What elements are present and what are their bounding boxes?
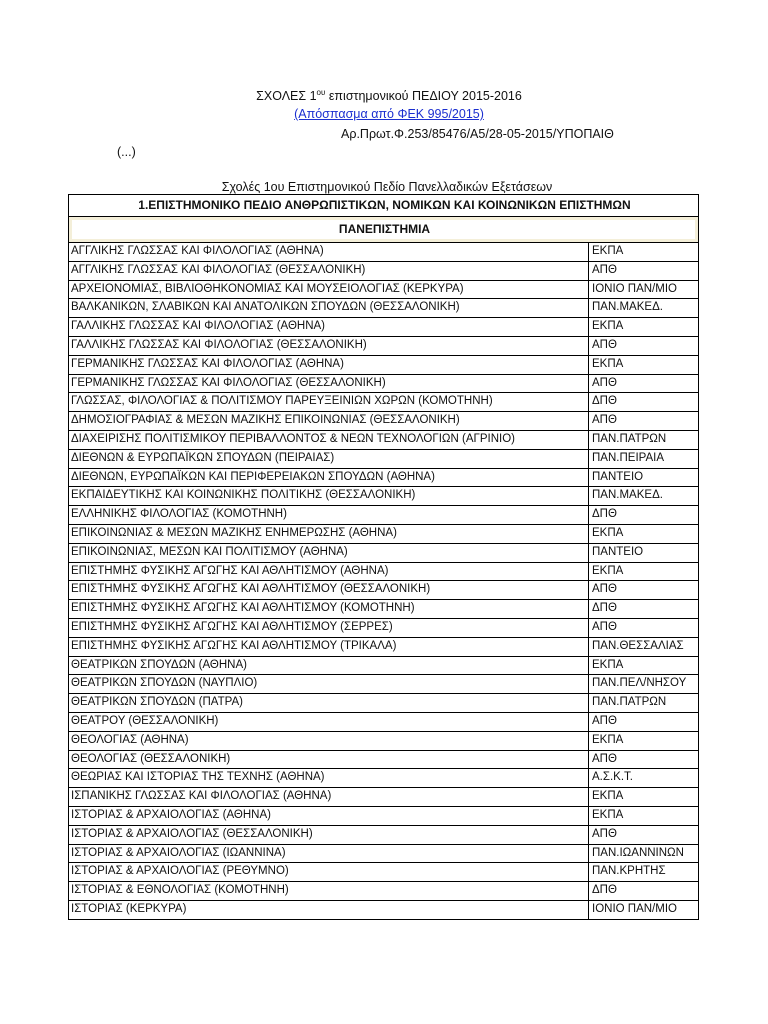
table-row xyxy=(69,449,699,468)
source-link[interactable]: (Απόσπασμα από ΦΕΚ 995/2015) xyxy=(294,107,484,121)
institution-cell: ΑΠΘ xyxy=(589,581,699,600)
schools-table xyxy=(68,194,699,920)
school-cell: ΘΕΟΛΟΓΙΑΣ (ΘΕΣΣΑΛΟΝΙΚΗ) xyxy=(69,750,589,769)
institution-cell: ΠΑΝ.ΠΕΙΡΑΙΑ xyxy=(589,449,699,468)
institution-cell: ΕΚΠΑ xyxy=(589,788,699,807)
school-cell: ΘΕΩΡΙΑΣ ΚΑΙ ΙΣΤΟΡΙΑΣ ΤΗΣ ΤΕΧΝΗΣ (ΑΘΗΝΑ) xyxy=(69,769,589,788)
institution-cell: ΔΠΘ xyxy=(589,600,699,619)
institution-cell: ΔΠΘ xyxy=(589,882,699,901)
institution-cell: Α.Σ.Κ.Τ. xyxy=(589,769,699,788)
institution-cell: ΕΚΠΑ xyxy=(589,731,699,750)
school-cell: ΕΠΙΚΟΙΝΩΝΙΑΣ & ΜΕΣΩΝ ΜΑΖΙΚΗΣ ΕΝΗΜΕΡΩΣΗΣ (ΑΘΗΝΑ) xyxy=(69,524,589,543)
document-title xyxy=(0,88,768,103)
table-row xyxy=(69,656,699,675)
title-suffix: επιστημονικού ΠΕΔΙΟΥ 2015-2016 xyxy=(325,89,522,104)
school-cell: ΕΠΙΚΟΙΝΩΝΙΑΣ, ΜΕΣΩΝ ΚΑΙ ΠΟΛΙΤΙΣΜΟΥ (ΑΘΗΝΑ) xyxy=(69,543,589,562)
school-cell: ΘΕΑΤΡΙΚΩΝ ΣΠΟΥΔΩΝ (ΠΑΤΡΑ) xyxy=(69,694,589,713)
school-cell: ΘΕΑΤΡΟΥ (ΘΕΣΣΑΛΟΝΙΚΗ) xyxy=(69,712,589,731)
table-row xyxy=(69,600,699,619)
table-row xyxy=(69,543,699,562)
table-row xyxy=(69,412,699,431)
institution-cell: ΑΠΘ xyxy=(589,336,699,355)
table-row xyxy=(69,618,699,637)
table-row xyxy=(69,393,699,412)
table-row xyxy=(69,675,699,694)
title-superscript: ου xyxy=(316,88,326,97)
school-cell: ΕΚΠΑΙΔΕΥΤΙΚΗΣ ΚΑΙ ΚΟΙΝΩΝΙΚΗΣ ΠΟΛΙΤΙΚΗΣ (ΘΕΣΣΑΛΟΝΙΚΗ) xyxy=(69,487,589,506)
school-cell: ΔΗΜΟΣΙΟΓΡΑΦΙΑΣ & ΜΕΣΩΝ ΜΑΖΙΚΗΣ ΕΠΙΚΟΙΝΩΝΙΑΣ (ΘΕΣΣΑΛΟΝΙΚΗ) xyxy=(69,412,589,431)
school-cell: ΕΠΙΣΤΗΜΗΣ ΦΥΣΙΚΗΣ ΑΓΩΓΗΣ ΚΑΙ ΑΘΛΗΤΙΣΜΟΥ (ΚΟΜΟΤΗΝΗ) xyxy=(69,600,589,619)
institution-cell: ΠΑΝΤΕΙΟ xyxy=(589,543,699,562)
school-cell: ΔΙΕΘΝΩΝ & ΕΥΡΩΠΑΪΚΩΝ ΣΠΟΥΔΩΝ (ΠΕΙΡΑΙΑΣ) xyxy=(69,449,589,468)
institution-cell: ΠΑΝ.ΙΩΑΝΝΙΝΩΝ xyxy=(589,844,699,863)
institution-cell: ΕΚΠΑ xyxy=(589,562,699,581)
institution-cell: ΕΚΠΑ xyxy=(589,524,699,543)
table-row xyxy=(69,280,699,299)
institution-cell: ΕΚΠΑ xyxy=(589,318,699,337)
institution-cell: ΑΠΘ xyxy=(589,750,699,769)
table-row xyxy=(69,355,699,374)
table-row xyxy=(69,468,699,487)
school-cell: ΕΠΙΣΤΗΜΗΣ ΦΥΣΙΚΗΣ ΑΓΩΓΗΣ ΚΑΙ ΑΘΛΗΤΙΣΜΟΥ (ΣΕΡΡΕΣ) xyxy=(69,618,589,637)
table-row xyxy=(69,694,699,713)
table-row xyxy=(69,487,699,506)
table-row xyxy=(69,506,699,525)
field-heading: 1.ΕΠΙΣΤΗΜΟΝΙΚΟ ΠΕΔΙΟ ΑΝΘΡΩΠΙΣΤΙΚΩΝ, ΝΟΜΙΚΩΝ ΚΑΙ ΚΟΙΝΩΝΙΚΩΝ ΕΠΙΣΤΗΜΩΝ xyxy=(69,195,699,217)
institution-cell: ΑΠΘ xyxy=(589,825,699,844)
institution-cell: ΑΠΘ xyxy=(589,618,699,637)
table-row xyxy=(69,844,699,863)
institution-cell: ΙΟΝΙΟ ΠΑΝ/ΜΙΟ xyxy=(589,280,699,299)
table-caption: Σχολές 1ου Επιστημονικού Πεδίο Πανελλαδικών Εξετάσεων xyxy=(221,180,553,194)
institution-cell: ΠΑΝ.ΚΡΗΤΗΣ xyxy=(589,863,699,882)
table-row xyxy=(69,243,699,262)
institution-cell: ΕΚΠΑ xyxy=(589,656,699,675)
table-row xyxy=(69,430,699,449)
table-row xyxy=(69,562,699,581)
table-row xyxy=(69,637,699,656)
table-row xyxy=(69,336,699,355)
school-cell: ΔΙΕΘΝΩΝ, ΕΥΡΩΠΑΪΚΩΝ ΚΑΙ ΠΕΡΙΦΕΡΕΙΑΚΩΝ ΣΠΟΥΔΩΝ (ΑΘΗΝΑ) xyxy=(69,468,589,487)
table-row xyxy=(69,788,699,807)
school-cell: ΙΣΤΟΡΙΑΣ & ΑΡΧΑΙΟΛΟΓΙΑΣ (ΡΕΘΥΜΝΟ) xyxy=(69,863,589,882)
school-cell: ΕΛΛΗΝΙΚΗΣ ΦΙΛΟΛΟΓΙΑΣ (ΚΟΜΟΤΗΝΗ) xyxy=(69,506,589,525)
school-cell: ΓΛΩΣΣΑΣ, ΦΙΛΟΛΟΓΙΑΣ & ΠΟΛΙΤΙΣΜΟΥ ΠΑΡΕΥΞΕΙΝΙΩΝ ΧΩΡΩΝ (ΚΟΜΟΤΗΝΗ) xyxy=(69,393,589,412)
school-cell: ΒΑΛΚΑΝΙΚΩΝ, ΣΛΑΒΙΚΩΝ ΚΑΙ ΑΝΑΤΟΛΙΚΩΝ ΣΠΟΥΔΩΝ (ΘΕΣΣΑΛΟΝΙΚΗ) xyxy=(69,299,589,318)
school-cell: ΙΣΤΟΡΙΑΣ (ΚΕΡΚΥΡΑ) xyxy=(69,900,589,919)
school-cell: ΓΑΛΛΙΚΗΣ ΓΛΩΣΣΑΣ ΚΑΙ ΦΙΛΟΛΟΓΙΑΣ (ΑΘΗΝΑ) xyxy=(69,318,589,337)
institution-cell: ΑΠΘ xyxy=(589,712,699,731)
school-cell: ΙΣΤΟΡΙΑΣ & ΑΡΧΑΙΟΛΟΓΙΑΣ (ΘΕΣΣΑΛΟΝΙΚΗ) xyxy=(69,825,589,844)
school-cell: ΔΙΑΧΕΙΡΙΣΗΣ ΠΟΛΙΤΙΣΜΙΚΟΥ ΠΕΡΙΒΑΛΛΟΝΤΟΣ & ΝΕΩΝ ΤΕΧΝΟΛΟΓΙΩΝ (ΑΓΡΙΝΙΟ) xyxy=(69,430,589,449)
institution-cell: ΕΚΠΑ xyxy=(589,243,699,262)
institution-cell: ΑΠΘ xyxy=(589,374,699,393)
school-cell: ΕΠΙΣΤΗΜΗΣ ΦΥΣΙΚΗΣ ΑΓΩΓΗΣ ΚΑΙ ΑΘΛΗΤΙΣΜΟΥ (ΑΘΗΝΑ) xyxy=(69,562,589,581)
section-heading: ΠΑΝΕΠΙΣΤΗΜΙΑ xyxy=(69,217,699,243)
school-cell: ΑΓΓΛΙΚΗΣ ΓΛΩΣΣΑΣ ΚΑΙ ΦΙΛΟΛΟΓΙΑΣ (ΑΘΗΝΑ) xyxy=(69,243,589,262)
institution-cell: ΠΑΝ.ΠΑΤΡΩΝ xyxy=(589,694,699,713)
school-cell: ΙΣΤΟΡΙΑΣ & ΑΡΧΑΙΟΛΟΓΙΑΣ (ΙΩΑΝΝΙΝΑ) xyxy=(69,844,589,863)
institution-cell: ΠΑΝ.ΜΑΚΕΔ. xyxy=(589,487,699,506)
school-cell: ΑΡΧΕΙΟΝΟΜΙΑΣ, ΒΙΒΛΙΟΘΗΚΟΝΟΜΙΑΣ ΚΑΙ ΜΟΥΣΕΙΟΛΟΓΙΑΣ (ΚΕΡΚΥΡΑ) xyxy=(69,280,589,299)
institution-cell: ΙΟΝΙΟ ΠΑΝ/ΜΙΟ xyxy=(589,900,699,919)
institution-cell: ΠΑΝ.ΠΑΤΡΩΝ xyxy=(589,430,699,449)
field-heading-row xyxy=(69,195,699,217)
table-row xyxy=(69,825,699,844)
table-row xyxy=(69,524,699,543)
institution-cell: ΠΑΝ.ΠΕΛ/ΝΗΣΟΥ xyxy=(589,675,699,694)
table-row xyxy=(69,374,699,393)
table-row xyxy=(69,900,699,919)
school-cell: ΘΕΑΤΡΙΚΩΝ ΣΠΟΥΔΩΝ (ΝΑΥΠΛΙΟ) xyxy=(69,675,589,694)
table-row xyxy=(69,806,699,825)
school-cell: ΘΕΑΤΡΙΚΩΝ ΣΠΟΥΔΩΝ (ΑΘΗΝΑ) xyxy=(69,656,589,675)
table-row xyxy=(69,712,699,731)
school-cell: ΓΕΡΜΑΝΙΚΗΣ ΓΛΩΣΣΑΣ ΚΑΙ ΦΙΛΟΛΟΓΙΑΣ (ΑΘΗΝΑ) xyxy=(69,355,589,374)
institution-cell: ΑΠΘ xyxy=(589,412,699,431)
institution-cell: ΠΑΝ.ΘΕΣΣΑΛΙΑΣ xyxy=(589,637,699,656)
table-row xyxy=(69,581,699,600)
institution-cell: ΑΠΘ xyxy=(589,261,699,280)
ellipsis-marker: (...) xyxy=(117,145,136,159)
school-cell: ΙΣΠΑΝΙΚΗΣ ΓΛΩΣΣΑΣ ΚΑΙ ΦΙΛΟΛΟΓΙΑΣ (ΑΘΗΝΑ) xyxy=(69,788,589,807)
table-row xyxy=(69,863,699,882)
table-row xyxy=(69,299,699,318)
institution-cell: ΕΚΠΑ xyxy=(589,355,699,374)
school-cell: ΕΠΙΣΤΗΜΗΣ ΦΥΣΙΚΗΣ ΑΓΩΓΗΣ ΚΑΙ ΑΘΛΗΤΙΣΜΟΥ (ΤΡΙΚΑΛΑ) xyxy=(69,637,589,656)
institution-cell: ΔΠΘ xyxy=(589,506,699,525)
title-prefix: ΣΧΟΛΕΣ 1 xyxy=(256,89,317,104)
table-row xyxy=(69,318,699,337)
institution-cell: ΠΑΝΤΕΙΟ xyxy=(589,468,699,487)
school-cell: ΓΕΡΜΑΝΙΚΗΣ ΓΛΩΣΣΑΣ ΚΑΙ ΦΙΛΟΛΟΓΙΑΣ (ΘΕΣΣΑΛΟΝΙΚΗ) xyxy=(69,374,589,393)
school-cell: ΕΠΙΣΤΗΜΗΣ ΦΥΣΙΚΗΣ ΑΓΩΓΗΣ ΚΑΙ ΑΘΛΗΤΙΣΜΟΥ (ΘΕΣΣΑΛΟΝΙΚΗ) xyxy=(69,581,589,600)
table-row xyxy=(69,261,699,280)
school-cell: ΙΣΤΟΡΙΑΣ & ΕΘΝΟΛΟΓΙΑΣ (ΚΟΜΟΤΗΝΗ) xyxy=(69,882,589,901)
institution-cell: ΕΚΠΑ xyxy=(589,806,699,825)
school-cell: ΘΕΟΛΟΓΙΑΣ (ΑΘΗΝΑ) xyxy=(69,731,589,750)
table-row xyxy=(69,750,699,769)
table-row xyxy=(69,769,699,788)
section-heading-row xyxy=(69,217,699,243)
protocol-number: Αρ.Πρωτ.Φ.253/85476/Α5/28-05-2015/ΥΠΟΠΑΙΘ xyxy=(341,127,614,141)
table-row xyxy=(69,731,699,750)
institution-cell: ΠΑΝ.ΜΑΚΕΔ. xyxy=(589,299,699,318)
school-cell: ΙΣΤΟΡΙΑΣ & ΑΡΧΑΙΟΛΟΓΙΑΣ (ΑΘΗΝΑ) xyxy=(69,806,589,825)
school-cell: ΑΓΓΛΙΚΗΣ ΓΛΩΣΣΑΣ ΚΑΙ ΦΙΛΟΛΟΓΙΑΣ (ΘΕΣΣΑΛΟΝΙΚΗ) xyxy=(69,261,589,280)
institution-cell: ΔΠΘ xyxy=(589,393,699,412)
table-row xyxy=(69,882,699,901)
school-cell: ΓΑΛΛΙΚΗΣ ΓΛΩΣΣΑΣ ΚΑΙ ΦΙΛΟΛΟΓΙΑΣ (ΘΕΣΣΑΛΟΝΙΚΗ) xyxy=(69,336,589,355)
